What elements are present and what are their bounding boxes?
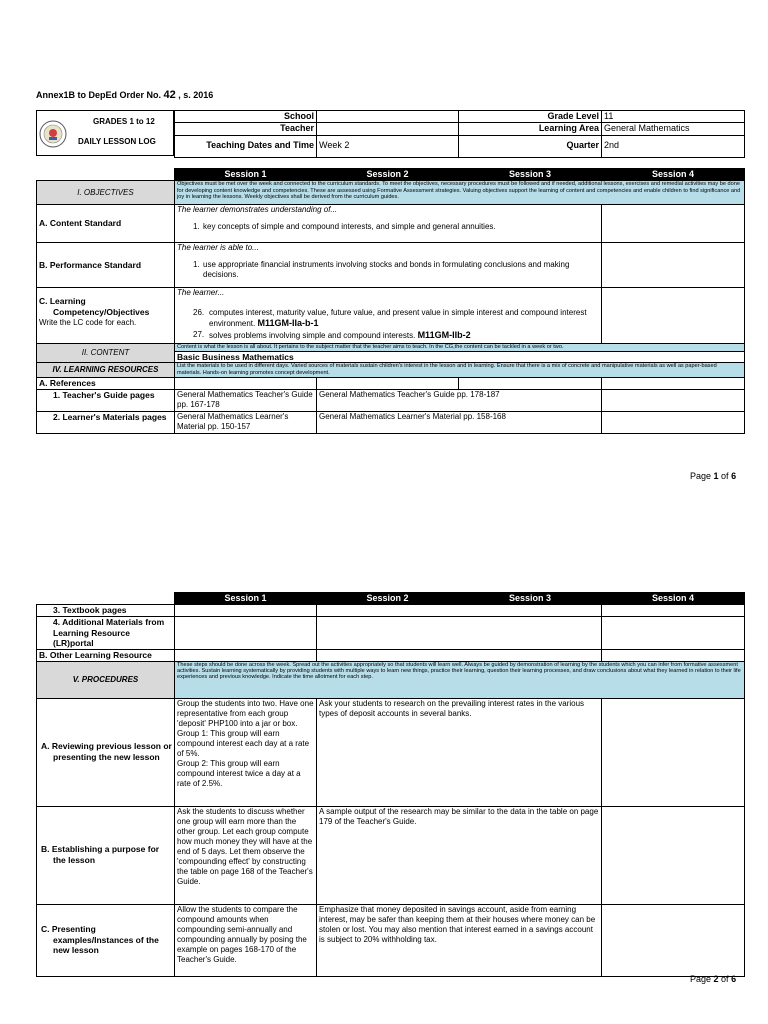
other-learning-resource-label: B. Other Learning Resource	[37, 649, 175, 661]
performance-standard-text: The learner is able to... 1. use appropriate financial instruments involving stocks and bonds in formulating conclusions and making decisions.	[175, 243, 602, 288]
content-cell	[175, 344, 745, 363]
session-4-header: Session 4	[602, 169, 745, 181]
teacher-label: Teacher	[175, 123, 317, 135]
learners-materials-session-2: General Mathematics Learner's Material pp. 158-168	[317, 411, 602, 433]
reviewing-lesson-session-2: Ask your students to research on the prevailing interest rates in the various types of deposit accounts in several banks.	[317, 698, 602, 806]
procedures-label: V. PROCEDURES	[37, 661, 175, 698]
deped-seal-icon	[39, 120, 67, 148]
procedures-note: These steps should be done across the week. Spread out the activities appropriately so that students will learn well. Always be guided by demonstration of learning by the students which you can infer from formative assessment activities. Sustain learning systematically by providing students with multiple ways to learn new things, practice their learning, question their learning processes, and draw conclusions about what they learned in relation to their life experiences and previous knowledge. Indicate the time allotment for each step.	[175, 661, 745, 698]
reviewing-lesson-label: A. Reviewing previous lesson or presenting the new lesson	[37, 698, 175, 806]
lesson-log-table-page-2	[36, 592, 745, 977]
presenting-examples-session-1: Allow the students to compare the compound amounts when compounding semi-annually and compounding annually by posing the example on pages 168-170 of the Teacher's Guide.	[175, 904, 317, 976]
additional-materials-label: 4. Additional Materials from Learning Resource (LR)portal	[37, 616, 175, 649]
presenting-examples-label: C. Presenting examples/Instances of the new lesson	[37, 904, 175, 976]
session-1-header: Session 1	[175, 169, 317, 181]
annex-title: Annex1B to DepEd Order No. 42 , s. 2016	[36, 89, 214, 101]
session-2-header-p2: Session 2	[317, 593, 459, 605]
establishing-purpose-label: B. Establishing a purpose for the lesson	[37, 806, 175, 904]
content-standard-label: A. Content Standard	[37, 205, 175, 243]
session-2-header: Session 2	[317, 169, 459, 181]
lc-code-2: M11GM-IIb-2	[417, 329, 471, 340]
header-table	[174, 110, 745, 158]
page-number-2: Page 2 of 6	[690, 974, 737, 984]
content-label: II. CONTENT	[37, 344, 175, 363]
content-value: Basic Business Mathematics	[177, 351, 294, 362]
learners-materials-session-1: General Mathematics Learner's Material pp. 150-157	[175, 411, 317, 433]
learning-competency-label: C. Learning Competency/Objectives Write the LC code for each.	[37, 288, 175, 344]
teaching-dates-value: Week 2	[317, 135, 459, 157]
teacher-value	[317, 123, 459, 135]
learning-competency-text: The learner... 26. computes interest, maturity value, future value, and present value in simple interest and compound interest environment. M11GM-IIa-b-1 27. solves problems involving simple and compound interests. M11GM-IIb-2	[175, 288, 602, 344]
grade-level-value: 11	[602, 111, 745, 123]
learning-area-label: Learning Area	[459, 123, 602, 135]
content-standard-text: The learner demonstrates understanding of... 1. key concepts of simple and compound interests, and simple and general annuities.	[175, 205, 602, 243]
quarter-label: Quarter	[459, 135, 602, 157]
grades-label: GRADES 1 to 12	[93, 117, 155, 126]
learners-materials-label: 2. Learner's Materials pages	[37, 411, 175, 433]
grade-level-label: Grade Level	[459, 111, 602, 123]
teaching-dates-label: Teaching Dates and Time	[175, 135, 317, 157]
school-label: School	[175, 111, 317, 123]
school-value	[317, 111, 459, 123]
textbook-pages-label: 3. Textbook pages	[37, 605, 175, 617]
learning-resources-label: IV. LEARNING RESOURCES	[37, 363, 175, 378]
references-label: A. References	[37, 378, 175, 390]
session-3-header-p2: Session 3	[459, 593, 602, 605]
session-4-header-p2: Session 4	[602, 593, 745, 605]
session-3-header: Session 3	[459, 169, 602, 181]
content-note: Content is what the lesson is all about. It pertains to the subject matter that the teacher aims to teach. In the CG,the content can be tackled in a week or two.	[175, 344, 744, 351]
lesson-log-table-page-1	[36, 168, 745, 434]
session-1-header-p2: Session 1	[175, 593, 317, 605]
learning-area-value: General Mathematics	[602, 123, 745, 135]
header-logo-box	[36, 110, 174, 156]
reviewing-lesson-session-1: Group the students into two. Have one representative from each group 'deposit' PHP100 into a jar or box. Group 1: This group will earn compound interest each day at a rate of 5%. Group 2: This group will earn compound interest twice a day at a rate of 2.5%.	[175, 698, 317, 806]
presenting-examples-session-2: Emphasize that money deposited in savings account, aside from earning interest, may be safer than keeping them at their houses where money can be stolen or lost. You may also mention that interest earned in a savings account is subject to 20% withholding tax.	[317, 904, 602, 976]
establishing-purpose-session-1: Ask the students to discuss whether one group will earn more than the other group. Let each group compute how much money they will have at the end of 5 days. Let them observe the 'compounding effect' by constructing the table on page 168 of the Teacher's Guide.	[175, 806, 317, 904]
page-number-1: Page 1 of 6	[690, 471, 737, 481]
teachers-guide-label: 1. Teacher's Guide pages	[37, 389, 175, 411]
teachers-guide-session-1: General Mathematics Teacher's Guide pp. 167-178	[175, 389, 317, 411]
performance-standard-label: B. Performance Standard	[37, 243, 175, 288]
objectives-note: Objectives must be met over the week and connected to the curriculum standards. To meet the objectives, necessary procedures must be followed and if needed, additional lessons, exercises and remedial activities may be done for developing content knowledge and competencies. These are assessed using Formative Assessment strategies. Valuing objectives support the learning of content and competencies and enable children to find significance and joy in learning the lessons. Weekly objectives shall be derived from the curriculum guides.	[175, 181, 745, 205]
lc-code-1: M11GM-IIa-b-1	[257, 318, 319, 329]
teachers-guide-session-2: General Mathematics Teacher's Guide pp. 178-187	[317, 389, 602, 411]
daily-lesson-log-title: DAILY LESSON LOG	[78, 137, 156, 146]
learning-resources-note: List the materials to be used in different days. Varied sources of materials sustain children's interest in the lesson and in learning. Ensure that there is a mix of concrete and manipulative materials as well as paper-based materials. Hands-on learning promotes concept development.	[175, 363, 745, 378]
establishing-purpose-session-2: A sample output of the research may be similar to the data in the table on page 179 of the Teacher's Guide.	[317, 806, 602, 904]
quarter-value: 2nd	[602, 135, 745, 157]
objectives-label: I. OBJECTIVES	[37, 181, 175, 205]
